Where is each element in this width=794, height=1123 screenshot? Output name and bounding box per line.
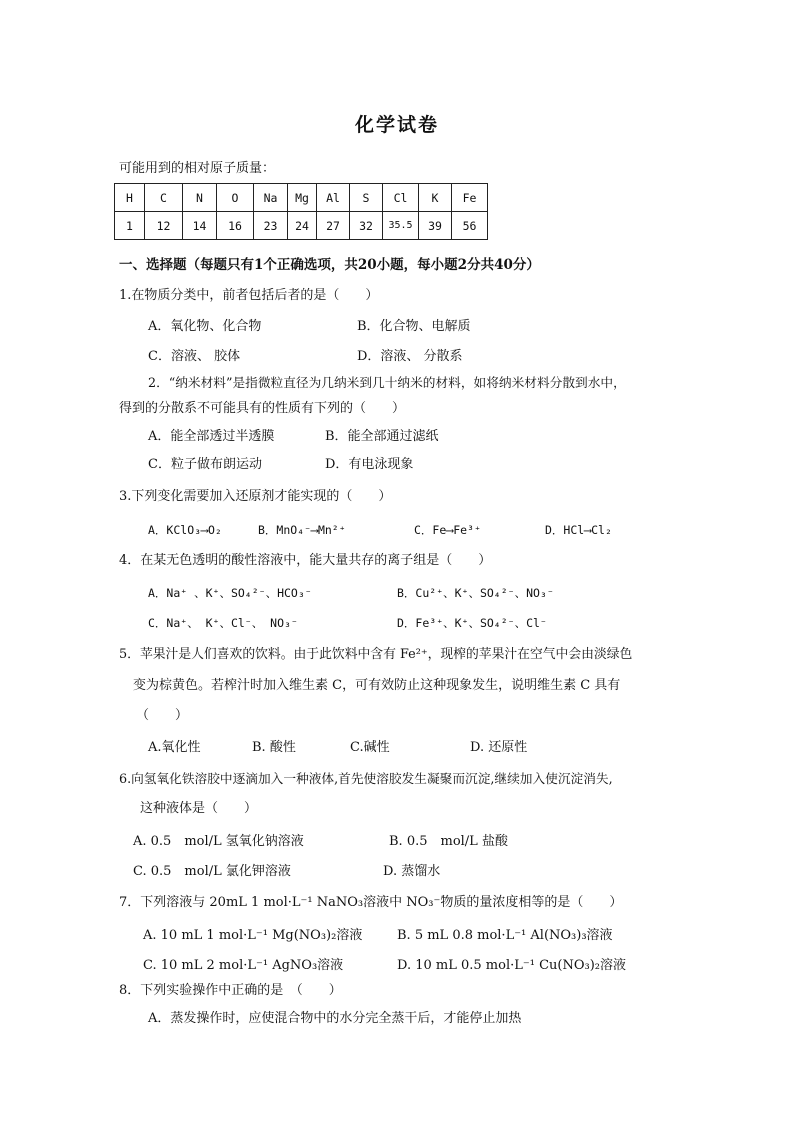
section-heading: 一、选择题（每题只有1个正确选项，共20小题，每小题2分共40分） [119, 257, 540, 273]
option-a: A．能全部透过半透膜 [148, 429, 275, 444]
option-b: B．Cu²⁺、K⁺、SO₄²⁻、NO₃⁻ [397, 586, 554, 600]
option-a: A．Na⁺ 、K⁺、SO₄²⁻、HCO₃⁻ [148, 586, 312, 600]
question-stem: 5．苹果汁是人们喜欢的饮料。由于此饮料中含有 Fe²⁺，现榨的苹果汁在空气中会由淡绿色 [119, 647, 633, 662]
question-stem: 4．在某无色透明的酸性溶液中，能大量共存的离子组是（ ） [119, 553, 492, 568]
option-d: D. 蒸馏水 [383, 864, 441, 879]
element-cell: Cl [383, 184, 419, 212]
option-d: D. 还原性 [470, 740, 528, 755]
element-cell: Al [317, 184, 350, 212]
question-stem: 2．“纳米材料”是指微粒直径为几纳米到几十纳米的材料，如将纳米材料分散到水中， [148, 375, 626, 390]
mass-cell: 1 [115, 212, 145, 240]
mass-cell: 27 [317, 212, 350, 240]
question-stem-continued: 变为棕黄色。若榨汁时加入维生素 C，可有效防止这种现象发生，说明维生素 C 具有 [133, 678, 621, 693]
option-c: C．粒子做布朗运动 [148, 457, 262, 472]
element-cell: N [183, 184, 217, 212]
option-b: B．MnO₄⁻⟶Mn²⁺ [258, 523, 346, 537]
mass-cell: 14 [183, 212, 217, 240]
question-stem: 6.向氢氧化铁溶胶中逐滴加入一种液体,首先使溶胶发生凝聚而沉淀,继续加入使沉淀消失, [119, 771, 613, 786]
question-stem: 7．下列溶液与 20mL 1 mol·L⁻¹ NaNO₃溶液中 NO₃⁻物质的量浓度相等的是（ ） [119, 895, 623, 910]
mass-cell: 16 [217, 212, 254, 240]
option-b: B. 5 mL 0.8 mol·L⁻¹ Al(NO₃)₃溶液 [397, 928, 613, 943]
option-c: C．溶液、 胶体 [148, 349, 241, 364]
option-c: C. 0.5 mol/L 氯化钾溶液 [133, 864, 291, 879]
option-d: D．HCl⟶Cl₂ [545, 523, 612, 537]
atomic-mass-intro: 可能用到的相对原子质量： [119, 161, 276, 176]
element-cell: Na [254, 184, 288, 212]
question-stem: 8．下列实验操作中正确的是 （ ） [119, 983, 342, 998]
mass-cell: 12 [145, 212, 183, 240]
option-b: B．能全部通过滤纸 [325, 429, 439, 444]
element-cell: K [419, 184, 452, 212]
option-c: C. 10 mL 2 mol·L⁻¹ AgNO₃溶液 [143, 958, 344, 973]
option-d: D．有电泳现象 [325, 457, 414, 472]
option-a: A. 10 mL 1 mol·L⁻¹ Mg(NO₃)₂溶液 [143, 928, 363, 943]
element-row [115, 184, 488, 212]
question-stem-continued: 得到的分散系不可能具有的性质有下列的（ ） [119, 401, 406, 416]
option-a: A.氧化性 [148, 740, 201, 755]
option-d: D. 10 mL 0.5 mol·L⁻¹ Cu(NO₃)₂溶液 [397, 958, 626, 973]
option-d: D．Fe³⁺、K⁺、SO₄²⁻、Cl⁻ [397, 616, 547, 630]
question-stem: 1.在物质分类中，前者包括后者的是（ ） [119, 288, 379, 303]
mass-cell: 23 [254, 212, 288, 240]
element-cell: Fe [452, 184, 488, 212]
option-b: B. 0.5 mol/L 盐酸 [389, 834, 508, 849]
option-c: C．Na⁺、 K⁺、Cl⁻、 NO₃⁻ [148, 616, 298, 630]
question-stem: 3.下列变化需要加入还原剂才能实现的（ ） [119, 489, 392, 504]
element-cell: C [145, 184, 183, 212]
option-a: A. 0.5 mol/L 氢氧化钠溶液 [133, 834, 304, 849]
mass-row [115, 212, 488, 240]
mass-cell: 39 [419, 212, 452, 240]
option-a: A．KClO₃⟶O₂ [148, 523, 222, 537]
mass-cell: 35.5 [383, 212, 419, 240]
option-a: A．蒸发操作时，应使混合物中的水分完全蒸干后，才能停止加热 [148, 1011, 522, 1026]
option-d: D．溶液、 分散系 [357, 349, 463, 364]
mass-cell: 32 [350, 212, 383, 240]
atomic-mass-table [114, 183, 488, 240]
mass-cell: 56 [452, 212, 488, 240]
option-c: C．Fe⟶Fe³⁺ [414, 523, 481, 537]
question-stem-continued: 这种液体是（ ） [140, 801, 258, 816]
answer-bracket: （ ） [136, 708, 189, 723]
option-c: C.碱性 [350, 740, 390, 755]
element-cell: H [115, 184, 145, 212]
element-cell: S [350, 184, 383, 212]
element-cell: Mg [288, 184, 317, 212]
page-title: 化学试卷 [354, 114, 439, 136]
element-cell: O [217, 184, 254, 212]
option-a: A．氧化物、化合物 [148, 319, 262, 334]
mass-cell: 24 [288, 212, 317, 240]
option-b: B．化合物、电解质 [357, 319, 471, 334]
option-b: B. 酸性 [252, 740, 296, 755]
